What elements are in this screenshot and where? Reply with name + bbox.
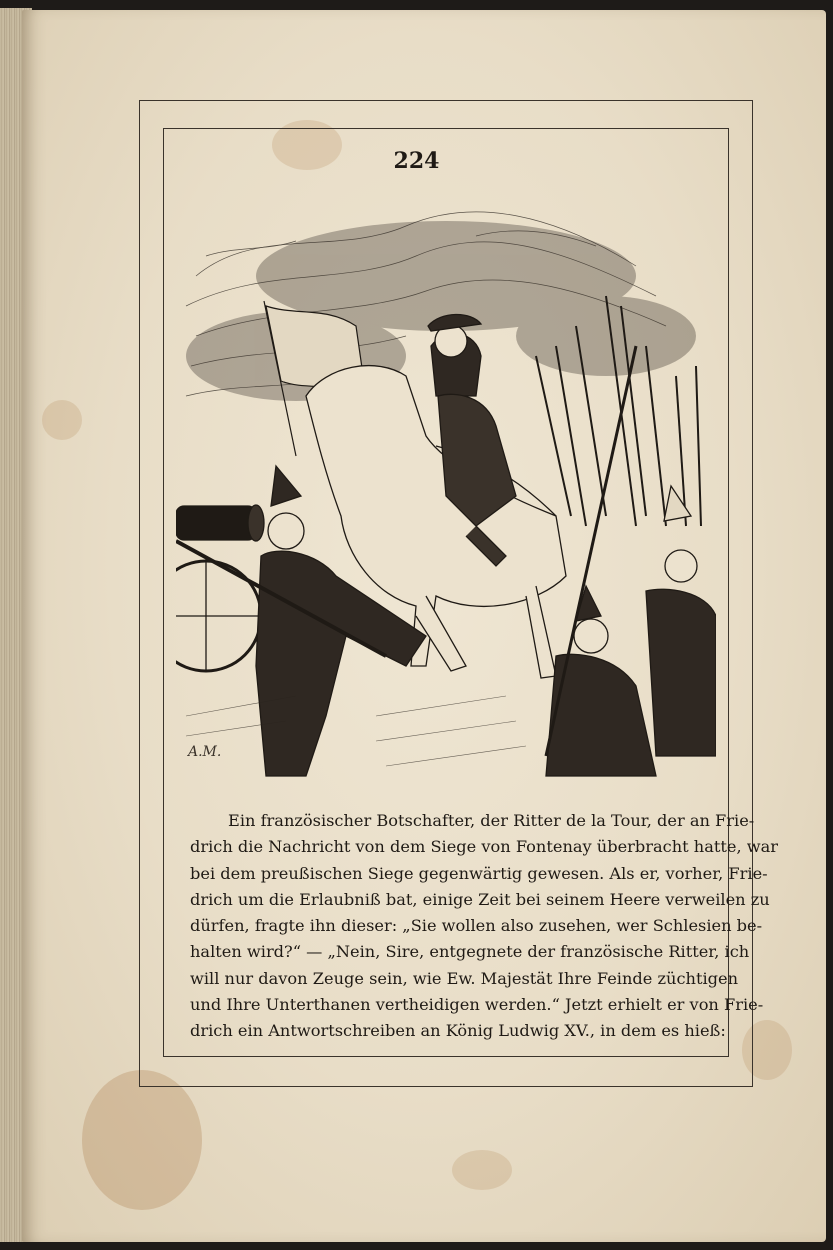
body-text — [190, 808, 779, 1045]
text-line: drich um die Erlaubniß bat, einige Zeit bei seinem Heere verweilen zu — [190, 889, 770, 909]
text-line: bei dem preußischen Siege gegenwärtig gewesen. Als er, vorher, Frie- — [190, 863, 768, 883]
text-line: dürfen, fragte ihn dieser: „Sie wollen also zusehen, wer Schlesien be- — [190, 916, 763, 936]
artist-signature: A.M. — [188, 744, 222, 760]
page-number: 224 — [393, 148, 440, 174]
foxing-stain — [452, 1150, 512, 1190]
ground-hatching — [186, 696, 526, 766]
foxing-stain — [82, 1070, 202, 1210]
foxing-stain — [42, 400, 82, 440]
cannon — [176, 505, 264, 671]
text-line: drich ein Antwortschreiben an König Ludwig XV., in dem es hieß: — [190, 1021, 726, 1041]
text-line: halten wird?“ — „Nein, Sire, entgegnete der französische Ritter, ich — [190, 942, 750, 962]
text-line: und Ihre Unterthanen vertheidigen werden.“ Jetzt erhielt er von Frie- — [190, 995, 764, 1015]
text-line: Ein französischer Botschafter, der Ritter de la Tour, der an Frie- — [228, 811, 755, 830]
officer — [646, 486, 716, 756]
engraving-battle-scene-icon — [176, 196, 716, 796]
text-line: will nur davon Zeuge sein, wie Ew. Majestät Ihre Feinde züchtigen — [190, 968, 738, 988]
text-line: drich die Nachricht von dem Siege von Fontenay überbracht hatte, war — [190, 837, 779, 857]
